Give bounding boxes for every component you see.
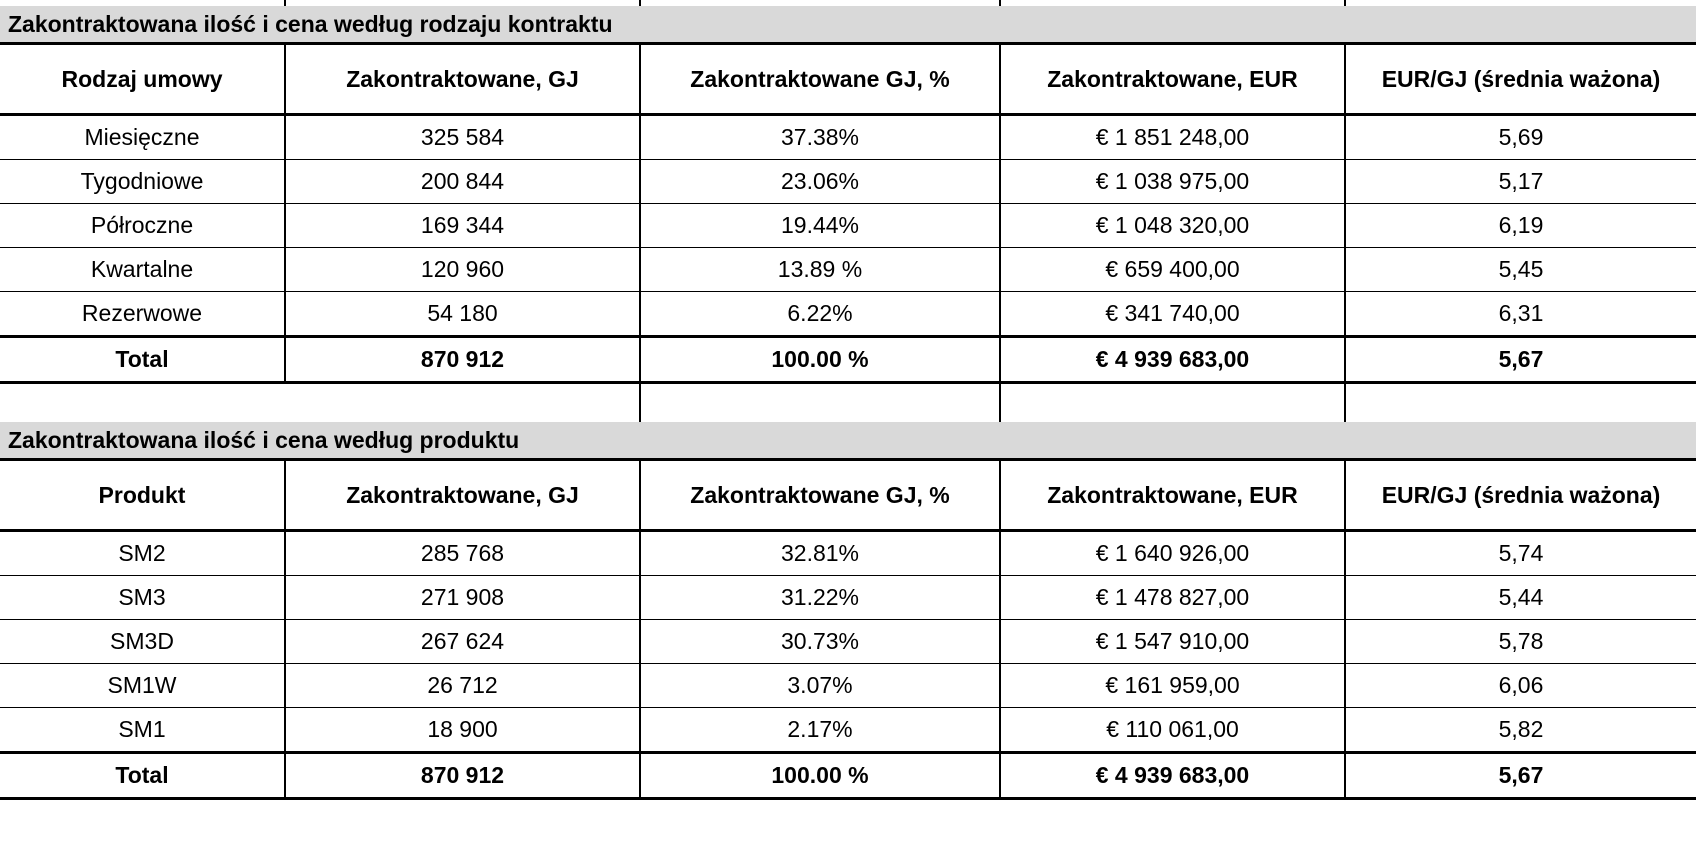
- table-row: [0, 160, 1696, 204]
- section-banner-filler: [1345, 6, 1696, 44]
- cell-label: SM2: [0, 531, 285, 576]
- table-total-row-contract-type: [0, 337, 1696, 383]
- section-title: Zakontraktowana ilość i cena według produktu: [0, 422, 1345, 460]
- column-header-contracted-gj: Zakontraktowane, GJ: [285, 44, 640, 115]
- cell-label: Miesięczne: [0, 115, 285, 160]
- cell-contracted-eur: € 341 740,00: [1000, 292, 1345, 337]
- cell-label: SM3D: [0, 620, 285, 664]
- cell-contracted-gj-pct: 23.06%: [640, 160, 1000, 204]
- spacer-cell: [1345, 383, 1696, 423]
- cell-label: SM1: [0, 708, 285, 753]
- cell-label: Rezerwowe: [0, 292, 285, 337]
- cell-contracted-gj-pct: 37.38%: [640, 115, 1000, 160]
- cell-contracted-gj-pct: 3.07%: [640, 664, 1000, 708]
- cell-contracted-gj: 271 908: [285, 576, 640, 620]
- cell-contracted-gj: 54 180: [285, 292, 640, 337]
- cell-contracted-gj: 267 624: [285, 620, 640, 664]
- cell-total-contracted-eur: € 4 939 683,00: [1000, 753, 1345, 799]
- spacer-cell: [1000, 383, 1345, 423]
- column-header-eur-per-gj: EUR/GJ (średnia ważona): [1345, 44, 1696, 115]
- cell-eur-per-gj: 5,74: [1345, 531, 1696, 576]
- column-header-contracted-gj-pct: Zakontraktowane GJ, %: [640, 44, 1000, 115]
- cell-contracted-gj-pct: 2.17%: [640, 708, 1000, 753]
- column-header-contracted-gj-pct: Zakontraktowane GJ, %: [640, 460, 1000, 531]
- table-row: [0, 620, 1696, 664]
- cell-label: Półroczne: [0, 204, 285, 248]
- table-total-row-product: [0, 753, 1696, 799]
- cell-contracted-gj-pct: 30.73%: [640, 620, 1000, 664]
- cell-contracted-gj: 26 712: [285, 664, 640, 708]
- cell-eur-per-gj: 5,45: [1345, 248, 1696, 292]
- table-header-row-contract-type: [0, 44, 1696, 115]
- table-header-row-product: [0, 460, 1696, 531]
- cell-contracted-eur: € 1 048 320,00: [1000, 204, 1345, 248]
- cell-eur-per-gj: 6,06: [1345, 664, 1696, 708]
- cell-total-eur-per-gj: 5,67: [1345, 753, 1696, 799]
- cell-contracted-gj: 169 344: [285, 204, 640, 248]
- table-row: [0, 204, 1696, 248]
- table-row: [0, 664, 1696, 708]
- cell-contracted-eur: € 110 061,00: [1000, 708, 1345, 753]
- cell-total-label: Total: [0, 337, 285, 383]
- spacer-row: [0, 383, 1696, 423]
- cell-contracted-eur: € 1 547 910,00: [1000, 620, 1345, 664]
- cell-contracted-gj-pct: 19.44%: [640, 204, 1000, 248]
- cell-eur-per-gj: 6,31: [1345, 292, 1696, 337]
- cell-contracted-eur: € 161 959,00: [1000, 664, 1345, 708]
- spacer-cell: [640, 383, 1000, 423]
- cell-contracted-gj: 200 844: [285, 160, 640, 204]
- cell-total-contracted-gj-pct: 100.00 %: [640, 337, 1000, 383]
- cell-eur-per-gj: 5,17: [1345, 160, 1696, 204]
- spacer-cell: [0, 383, 285, 423]
- spacer-cell: [285, 383, 640, 423]
- cell-eur-per-gj: 5,69: [1345, 115, 1696, 160]
- section-banner-contract-type: [0, 6, 1696, 44]
- column-header-contracted-gj: Zakontraktowane, GJ: [285, 460, 640, 531]
- cell-eur-per-gj: 5,78: [1345, 620, 1696, 664]
- table-row: [0, 292, 1696, 337]
- cell-contracted-eur: € 1 851 248,00: [1000, 115, 1345, 160]
- column-header-eur-per-gj: EUR/GJ (średnia ważona): [1345, 460, 1696, 531]
- cell-contracted-gj-pct: 31.22%: [640, 576, 1000, 620]
- cell-contracted-eur: € 1 640 926,00: [1000, 531, 1345, 576]
- cell-total-contracted-gj-pct: 100.00 %: [640, 753, 1000, 799]
- cell-contracted-eur: € 1 478 827,00: [1000, 576, 1345, 620]
- column-header-product: Produkt: [0, 460, 285, 531]
- cell-total-contracted-gj: 870 912: [285, 753, 640, 799]
- cell-contracted-gj: 325 584: [285, 115, 640, 160]
- cell-label: SM1W: [0, 664, 285, 708]
- cell-label: SM3: [0, 576, 285, 620]
- cell-total-eur-per-gj: 5,67: [1345, 337, 1696, 383]
- column-header-contracted-eur: Zakontraktowane, EUR: [1000, 44, 1345, 115]
- cell-contracted-gj-pct: 32.81%: [640, 531, 1000, 576]
- table-row: [0, 708, 1696, 753]
- table-row: [0, 531, 1696, 576]
- cell-contracted-eur: € 1 038 975,00: [1000, 160, 1345, 204]
- cell-eur-per-gj: 5,44: [1345, 576, 1696, 620]
- section-banner-filler: [1345, 422, 1696, 460]
- section-banner-product: [0, 422, 1696, 460]
- table-row: [0, 115, 1696, 160]
- cell-total-contracted-gj: 870 912: [285, 337, 640, 383]
- cell-contracted-eur: € 659 400,00: [1000, 248, 1345, 292]
- table-row: [0, 248, 1696, 292]
- column-header-contracted-eur: Zakontraktowane, EUR: [1000, 460, 1345, 531]
- cell-total-contracted-eur: € 4 939 683,00: [1000, 337, 1345, 383]
- cell-contracted-gj-pct: 6.22%: [640, 292, 1000, 337]
- cell-total-label: Total: [0, 753, 285, 799]
- cell-contracted-gj: 120 960: [285, 248, 640, 292]
- cell-contracted-gj: 285 768: [285, 531, 640, 576]
- section-title: Zakontraktowana ilość i cena według rodzaju kontraktu: [0, 6, 1345, 44]
- cell-label: Tygodniowe: [0, 160, 285, 204]
- cell-contracted-gj-pct: 13.89 %: [640, 248, 1000, 292]
- column-header-contract-type: Rodzaj umowy: [0, 44, 285, 115]
- cell-eur-per-gj: 6,19: [1345, 204, 1696, 248]
- cell-contracted-gj: 18 900: [285, 708, 640, 753]
- cell-label: Kwartalne: [0, 248, 285, 292]
- table-row: [0, 576, 1696, 620]
- cell-eur-per-gj: 5,82: [1345, 708, 1696, 753]
